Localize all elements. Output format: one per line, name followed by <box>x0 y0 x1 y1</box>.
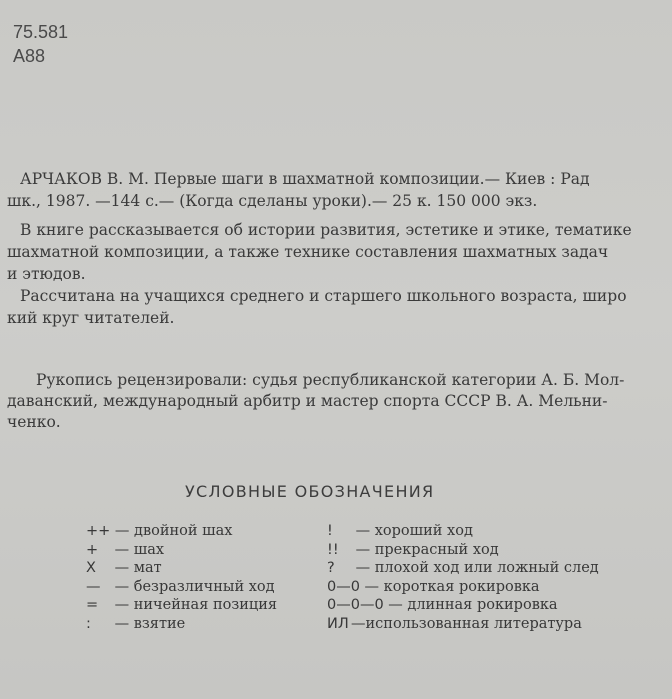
annotation-line: шахматной композиции, а также технике составления шахматных задач <box>7 243 609 261</box>
legend-meaning: — шах <box>110 541 165 558</box>
legend-symbol: 0—0—0 <box>327 597 384 613</box>
legend-meaning: — длинная рокировка <box>383 597 558 613</box>
legend-column-left <box>86 522 277 633</box>
legend-item <box>327 541 599 560</box>
udc-code: 75.581 <box>13 22 69 42</box>
reviewers-line: Рукопись рецензировали: судья республиканской категории А. Б. Мол- <box>36 371 625 389</box>
legend-item <box>86 541 277 560</box>
legend-title: УСЛОВНЫЕ ОБОЗНАЧЕНИЯ <box>185 482 435 501</box>
legend-item <box>86 596 277 615</box>
legend-symbol: + <box>86 541 99 558</box>
legend-item <box>327 578 599 597</box>
bibliographic-record <box>7 168 672 329</box>
citation-line: АРЧАКОВ В. М. Первые шаги в шахматной композиции.— Киев : Рад <box>20 170 590 188</box>
reviewers-line: ченко. <box>7 413 61 431</box>
annotation-line: В книге рассказывается об истории развития, эстетике и этике, тематике <box>20 221 632 239</box>
legend-item <box>327 596 599 615</box>
bbk-code: А88 <box>13 46 46 66</box>
legend-meaning: — безразличный ход <box>110 578 275 595</box>
reviewers-note <box>7 370 672 433</box>
legend-item <box>327 522 599 541</box>
legend-symbol: ! <box>327 523 333 539</box>
legend-symbol: = <box>86 597 99 613</box>
legend-symbol: ИЛ <box>327 615 349 632</box>
legend-symbol: ? <box>327 560 335 576</box>
legend-symbol: : <box>86 615 91 632</box>
legend-symbol: 0—0 <box>327 578 360 595</box>
citation-line: шк., 1987. —144 с.— (Когда сделаны уроки).— 25 к. 150 000 экз. <box>7 192 538 210</box>
legend-symbol: !! <box>327 541 339 558</box>
legend-item <box>86 559 277 578</box>
legend-meaning: — двойной шах <box>110 523 233 539</box>
legend-meaning: — ничейная позиция <box>110 597 278 613</box>
legend-meaning: — короткая рокировка <box>359 578 540 595</box>
legend-item <box>86 578 277 597</box>
legend-meaning: —использованная литература <box>351 615 582 632</box>
legend-meaning: — взятие <box>110 615 186 632</box>
legend-symbol: — <box>86 578 101 595</box>
reviewers-line: даванский, международный арбитр и мастер спорта СССР В. А. Мельни- <box>7 392 608 410</box>
annotation-line: и этюдов. <box>7 265 86 283</box>
legend-meaning: — хороший ход <box>351 523 473 539</box>
audience-line: кий круг читателей. <box>7 309 175 327</box>
legend-meaning: — мат <box>110 560 162 576</box>
legend-symbol: X <box>86 560 96 576</box>
classification-codes <box>13 20 68 68</box>
audience-line: Рассчитана на учащихся среднего и старшего школьного возраста, широ <box>20 287 627 305</box>
legend-item <box>327 559 599 578</box>
legend-meaning: — прекрасный ход <box>351 541 499 558</box>
legend-item <box>86 522 277 541</box>
legend-symbol: ++ <box>86 523 111 539</box>
legend-item <box>327 615 599 634</box>
legend-meaning: — плохой ход или ложный след <box>351 560 599 576</box>
legend-column-right <box>327 522 599 633</box>
legend-item <box>86 615 277 634</box>
